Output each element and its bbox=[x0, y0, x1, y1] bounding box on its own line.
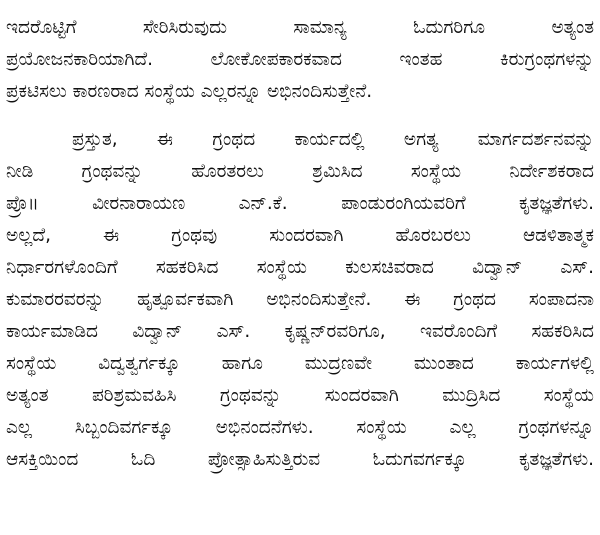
text-line: ಕುಮಾರರವರನ್ನು ಹೃತ್ಪೂರ್ವಕವಾಗಿ ಅಭಿನಂದಿಸುತ್ತೇನೆ. ಈ ಗ್ರಂಥದ ಸಂಪಾದನಾ bbox=[6, 289, 594, 310]
text-line: ಸಂಸ್ಥೆಯ ವಿದ್ವತ್ವರ್ಗಕ್ಕೂ ಹಾಗೂ ಮುದ್ರಣವೇ ಮುಂತಾದ ಕಾರ್ಯಗಳಲ್ಲಿ bbox=[6, 353, 594, 374]
text-line: ಕಾರ್ಯಮಾಡಿದ ವಿದ್ವಾನ್ ಎಸ್. ಕೃಷ್ಣನ್‌ರವರಿಗೂ, ಇವರೊಂದಿಗೆ ಸಹಕರಿಸಿದ bbox=[6, 321, 594, 342]
text-line: ಪ್ರಯೋಜನಕಾರಿಯಾಗಿದೆ. ಲೋಕೋಪಕಾರಕವಾದ ಇಂತಹ ಕಿರುಗ್ರಂಥಗಳನ್ನು bbox=[6, 49, 594, 70]
text-line: ಆಸಕ್ತಿಯಿಂದ ಓದಿ ಪ್ರೋತ್ಸಾಹಿಸುತ್ತಿರುವ ಓದುಗವರ್ಗಕ್ಕೂ ಕೃತಜ್ಞತೆಗಳು. bbox=[6, 449, 594, 470]
text-line bbox=[6, 476, 594, 508]
text-line: ನೀಡಿ ಗ್ರಂಥವನ್ನು ಹೊರತರಲು ಶ್ರಮಿಸಿದ ಸಂಸ್ಥೆಯ ನಿರ್ದೇಶಕರಾದ bbox=[6, 161, 594, 182]
text-line: ಪ್ರೊ॥ ವೀರನಾರಾಯಣ ಎನ್.ಕೆ. ಪಾಂಡುರಂಗಿಯವರಿಗೆ ಕೃತಜ್ಞತೆಗಳು. bbox=[6, 193, 594, 214]
text-line: ಪ್ರಸ್ತುತ, ಈ ಗ್ರಂಥದ ಕಾರ್ಯದಲ್ಲಿ ಅಗತ್ಯ ಮಾರ್ಗದರ್ಶನವನ್ನು bbox=[72, 129, 594, 150]
text-line: ನಿರ್ಧಾರಗಳೊಂದಿಗೆ ಸಹಕರಿಸಿದ ಸಂಸ್ಥೆಯ ಕುಲಸಚಿವರಾದ ವಿದ್ವಾನ್ ಎಸ್. bbox=[6, 257, 594, 278]
text-line: ಪ್ರಕಟಿಸಲು ಕಾರಣರಾದ ಸಂಸ್ಥೆಯ ಎಲ್ಲರನ್ನೂ ಅಭಿನಂದಿಸುತ್ತೇನೆ. bbox=[6, 81, 373, 102]
text-line: ಎಲ್ಲ ಸಿಬ್ಬಂದಿವರ್ಗಕ್ಕೂ ಅಭಿನಂದನೆಗಳು. ಸಂಸ್ಥೆಯ ಎಲ್ಲ ಗ್ರಂಥಗಳನ್ನೂ bbox=[6, 417, 594, 438]
text-line: ಇದರೊಟ್ಟಿಗೆ ಸೇರಿಸಿರುವುದು ಸಾಮಾನ್ಯ ಓದುಗರಿಗೂ ಅತ್ಯಂತ bbox=[6, 17, 594, 38]
text-line: ಅತ್ಯಂತ ಪರಿಶ್ರಮವಹಿಸಿ ಗ್ರಂಥವನ್ನು ಸುಂದರವಾಗಿ ಮುದ್ರಿಸಿದ ಸಂಸ್ಥೆಯ bbox=[6, 385, 594, 406]
text-line: ಅಲ್ಲದೆ, ಈ ಗ್ರಂಥವು ಸುಂದರವಾಗಿ ಹೊರಬರಲು ಆಡಳಿತಾತ್ಮಕ bbox=[6, 225, 594, 246]
